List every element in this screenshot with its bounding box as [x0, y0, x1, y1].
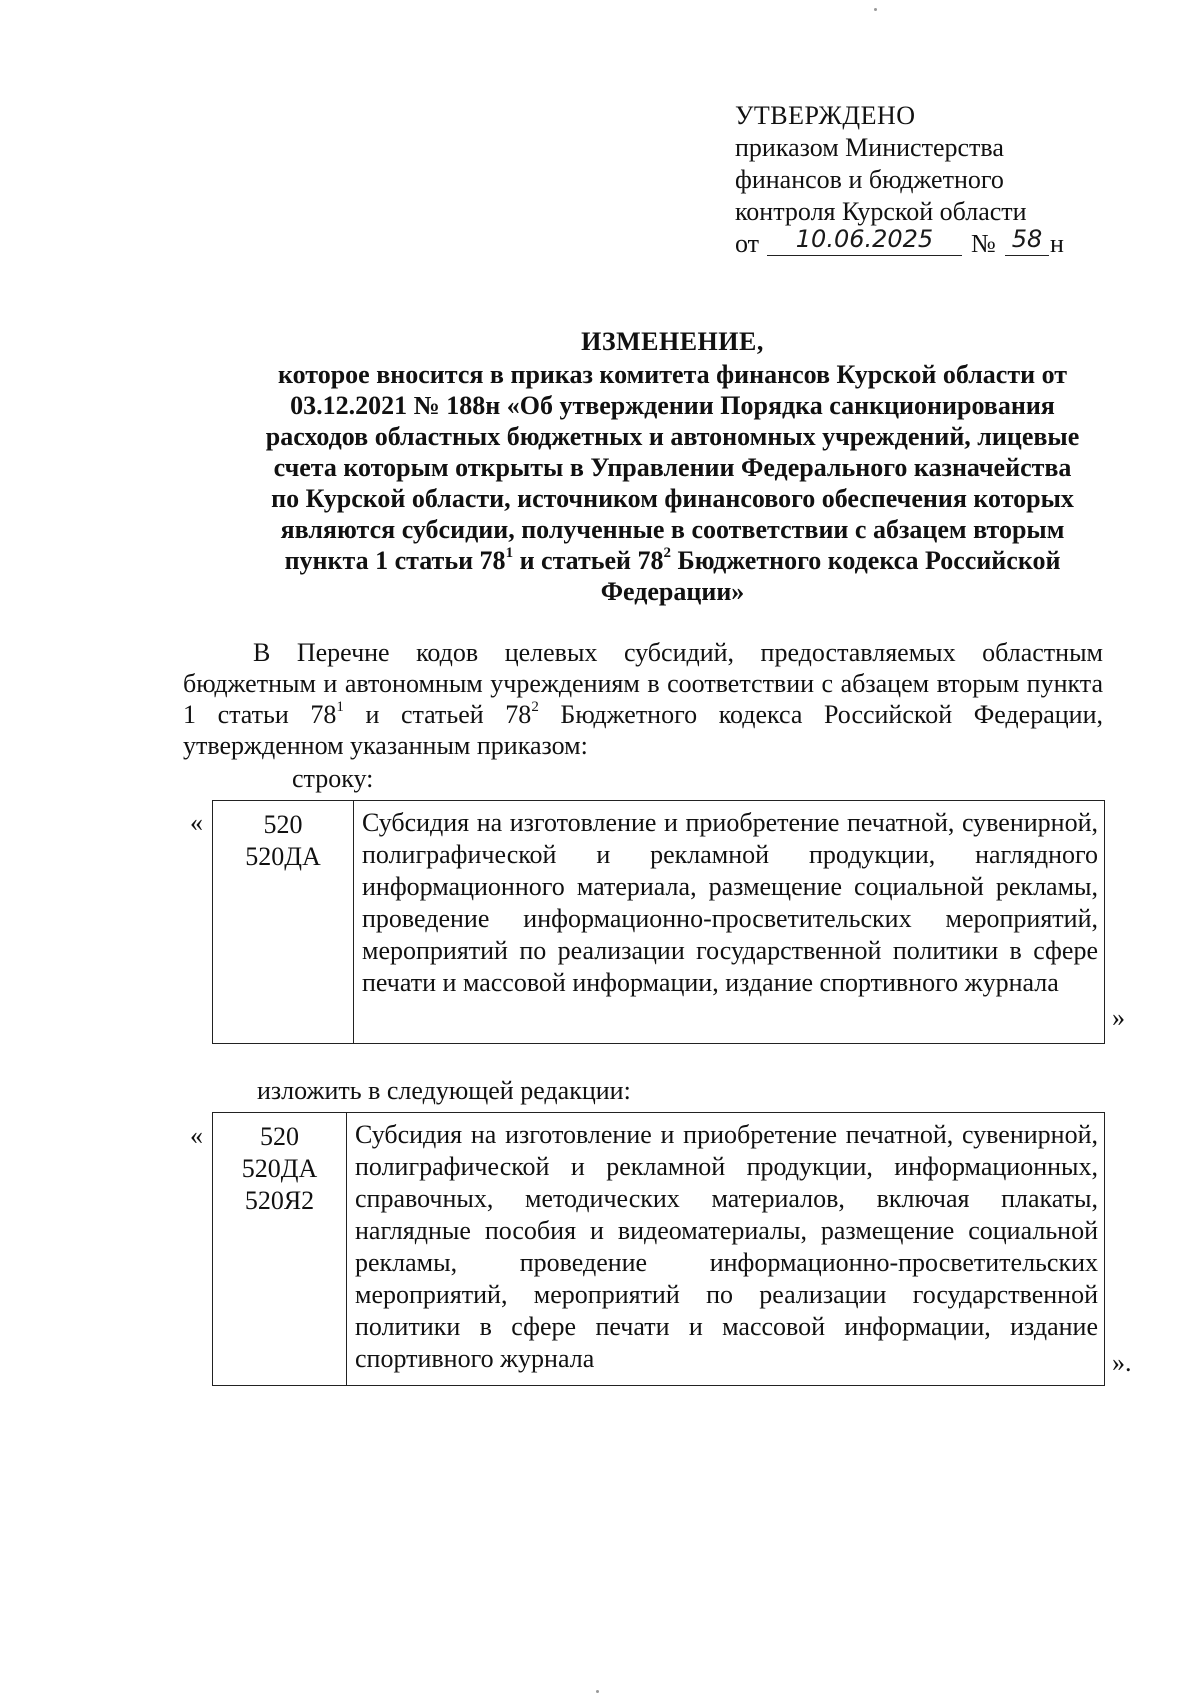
title-line-4: счета которым открыты в Управлении Федерального казначейства: [273, 453, 1072, 482]
code-item: 520: [263, 810, 303, 839]
title-line-1: которое вносится в приказ комитета финансов Курской области от: [277, 360, 1068, 389]
body-text-a: В Перечне кодов целевых субсидий, предоставляемых областным бюджетным и автономным учреждениям в соответствии с абзацем вторым пункта 1 статьи 78: [183, 638, 1103, 729]
title-line-7-a: пункта 1 статьи 78: [284, 546, 506, 575]
body-text-b: и статьей 78: [343, 700, 532, 729]
number-suffix: н: [1050, 229, 1064, 258]
quote-open-old: «: [190, 808, 203, 837]
title-line-3: расходов областных бюджетных и автономных учреждений, лицевые: [265, 422, 1080, 451]
number-prefix: №: [971, 229, 996, 258]
approval-line-1: приказом Министерства: [735, 133, 1004, 162]
code-item: 520ДА: [245, 842, 321, 871]
label-line-izlozhit: изложить в следующей редакции:: [257, 1076, 631, 1105]
new-description-cell: Субсидия на изготовление и приобретение печатной, сувенирной, полиграфической и рекламной продукции, информационных, справочных, методических материалов, включая плакаты, наглядные пособия и видеоматериалы, размещение социальной рекламы, проведение информационно-просветительских мероприятий, мероприятий по реализации государственной политики в сфере печати и массовой информации, издание спортивного журнала: [347, 1113, 1105, 1386]
title-line-7: [235, 545, 1110, 576]
table-row: [213, 1113, 1105, 1386]
old-codes-cell: [213, 801, 354, 1044]
superscript-1: 1: [505, 545, 514, 562]
body-superscript-1: 1: [336, 699, 344, 716]
quote-open-new: «: [190, 1121, 203, 1150]
title-main: ИЗМЕНЕНИЕ,: [581, 327, 764, 356]
quote-close-new: ».: [1112, 1348, 1132, 1377]
old-code-table: [212, 800, 1105, 1044]
order-date-number-line: [735, 225, 1064, 262]
title-line-5: по Курской области, источником финансового обеспечения которых: [271, 484, 1074, 513]
body-superscript-2: 2: [531, 699, 539, 716]
handwritten-date: 10.06.2025: [767, 223, 962, 256]
approval-block: [735, 100, 1064, 262]
old-description-cell: Субсидия на изготовление и приобретение печатной, сувенирной, полиграфической и рекламной продукции, наглядного информационного материала, размещение социальной рекламы, проведение информационно-просветительских мероприятий, мероприятий по реализации государственной политики в сфере печати и массовой информации, издание спортивного журнала: [354, 801, 1105, 1044]
scan-speck: [596, 1690, 599, 1693]
label-line-stroku: строку:: [292, 764, 374, 793]
title-line-2: 03.12.2021 № 188н «Об утверждении Порядка санкционирования: [290, 391, 1055, 420]
title-line-8: Федерации»: [600, 577, 745, 606]
handwritten-number: 58: [1005, 223, 1049, 256]
new-codes-cell: [213, 1113, 347, 1386]
table-row: [213, 801, 1105, 1044]
code-item: 520: [260, 1122, 299, 1151]
date-prefix: от: [735, 229, 760, 258]
scan-speck: [874, 8, 877, 11]
title-line-6: являются субсидии, полученные в соответствии с абзацем вторым: [280, 515, 1065, 544]
code-item: 520ДА: [241, 1154, 318, 1183]
document-title: [235, 326, 1110, 607]
code-item: 520Я2: [244, 1186, 315, 1215]
title-line-7-c: Бюджетного кодекса Российской: [671, 546, 1061, 575]
approval-line-2: финансов и бюджетного: [735, 165, 1004, 194]
approval-line-3: контроля Курской области: [735, 197, 1027, 226]
approval-heading: УТВЕРЖДЕНО: [735, 101, 916, 130]
new-code-table: [212, 1112, 1105, 1386]
body-text-c: Бюджетного кодекса Российской Федерации, утвержденном указанным приказом:: [183, 700, 1103, 760]
title-line-7-b: и статьей 78: [513, 546, 664, 575]
quote-close-old: »: [1112, 1003, 1125, 1032]
body-paragraph: [183, 637, 1103, 761]
superscript-2: 2: [663, 545, 672, 562]
